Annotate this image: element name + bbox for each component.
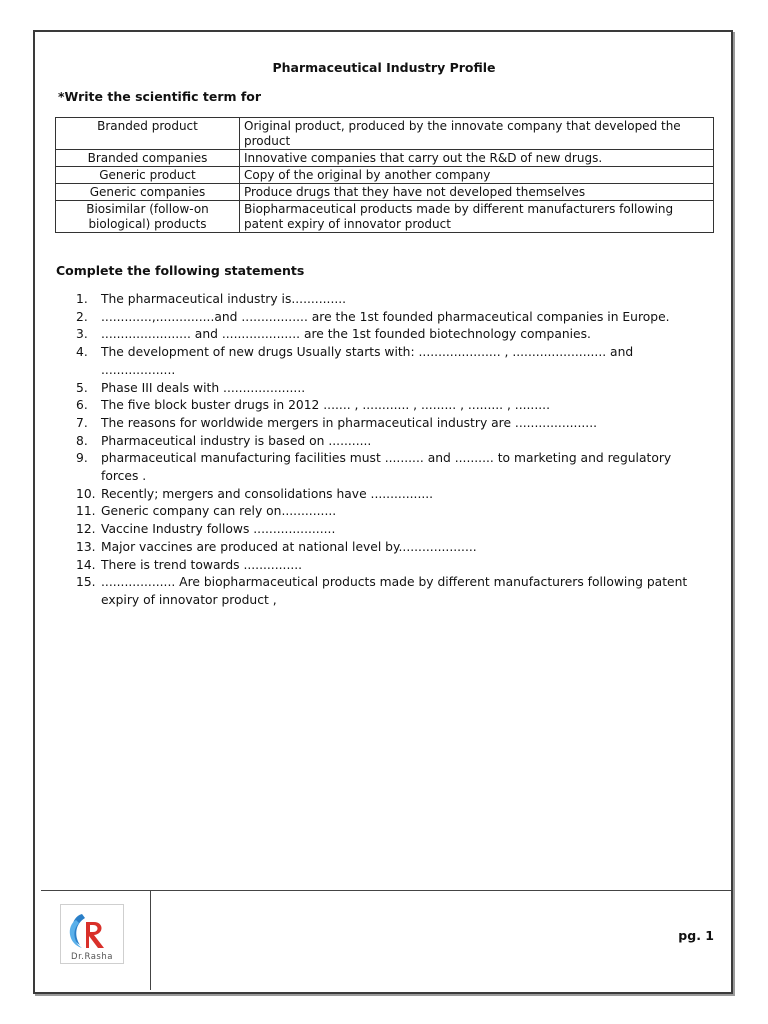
term-cell: Generic companies — [56, 184, 240, 201]
statement-text: Recently; mergers and consolidations have ................ — [101, 486, 434, 501]
term-cell: Branded companies — [56, 150, 240, 167]
definition-cell: Biopharmaceutical products made by different manufacturers following patent expiry of innovator product — [240, 201, 714, 233]
statement-text: Pharmaceutical industry is based on ........... — [101, 433, 372, 448]
statement-item — [58, 450, 708, 485]
statement-number: 4. — [76, 345, 88, 360]
statement-item — [58, 397, 708, 415]
definition-cell: Innovative companies that carry out the R&D of new drugs. — [240, 150, 714, 167]
statement-item — [58, 326, 708, 344]
statement-number: 9. — [76, 451, 88, 466]
section-heading-statements: Complete the following statements — [56, 263, 305, 278]
statement-item — [58, 415, 708, 433]
document-title: Pharmaceutical Industry Profile — [272, 60, 496, 75]
statement-number: 15. — [76, 575, 96, 590]
statement-text: The pharmaceutical industry is.............. — [101, 292, 347, 306]
statement-item — [58, 291, 708, 309]
statement-item — [58, 309, 708, 327]
statement-text: ................... Are biopharmaceutical products made by different manufacturers following patent expiry of innovator product , — [101, 575, 688, 607]
statement-item — [58, 380, 708, 398]
term-cell: Branded product — [56, 118, 240, 150]
statement-number: 3. — [76, 327, 88, 342]
statement-item — [58, 557, 708, 575]
statement-item — [58, 539, 708, 557]
statement-item — [58, 433, 708, 451]
statement-text: The reasons for worldwide mergers in pharmaceutical industry are ..................... — [101, 415, 598, 430]
statement-number: 8. — [76, 433, 88, 448]
statement-item — [58, 486, 708, 504]
statement-number: 11. — [76, 504, 96, 519]
dr-rasha-logo — [60, 904, 124, 964]
definition-cell: Copy of the original by another company — [240, 167, 714, 184]
svg-text:Dr.Rasha: Dr.Rasha — [71, 952, 113, 962]
term-cell: Biosimilar (follow-on biological) products — [56, 201, 240, 233]
statement-number: 1. — [76, 292, 88, 306]
definition-cell: Original product, produced by the innovate company that developed the product — [240, 118, 714, 150]
statement-text: There is trend towards ............... — [101, 557, 303, 572]
statement-number: 5. — [76, 380, 88, 395]
statement-item — [58, 344, 708, 379]
statement-number: 14. — [76, 557, 96, 572]
statement-text: pharmaceutical manufacturing facilities must .......... and .......... to marketing and regulatory forces . — [101, 451, 672, 484]
footer-divider-line — [41, 890, 731, 891]
statement-text: .............,...............and ................. are the 1st founded pharmaceutical companies in Europe. — [101, 309, 670, 324]
statement-text: Major vaccines are produced at national level by.................... — [101, 539, 477, 554]
statement-number: 10. — [76, 486, 96, 501]
statement-number: 7. — [76, 415, 88, 430]
statement-number: 13. — [76, 539, 96, 554]
statement-text: Generic company can rely on.............. — [101, 504, 337, 519]
statements-list — [58, 291, 708, 610]
statement-text: ....................... and .................... are the 1st founded biotechnology companies. — [101, 327, 591, 342]
statement-item — [58, 521, 708, 539]
statement-text: Phase III deals with ..................... — [101, 380, 306, 395]
terms-table-row — [56, 118, 714, 150]
statement-number: 2. — [76, 309, 88, 324]
terms-table-row — [56, 201, 714, 233]
statement-item — [58, 574, 708, 609]
statement-number: 6. — [76, 398, 88, 413]
definition-cell: Produce drugs that they have not developed themselves — [240, 184, 714, 201]
statement-item — [58, 503, 708, 521]
terms-table-row — [56, 167, 714, 184]
terms-table-row — [56, 184, 714, 201]
footer-vertical-divider — [150, 890, 151, 990]
statement-text: The development of new drugs Usually starts with: ..................... , ........................ and ................... — [101, 345, 634, 377]
statement-text: Vaccine Industry follows ..................... — [101, 522, 336, 537]
statement-number: 12. — [76, 522, 96, 537]
page-number: pg. 1 — [678, 928, 714, 943]
statement-text: The five block buster drugs in 2012 ....... , ............ , ......... , ......... , ......... — [101, 398, 550, 413]
term-cell: Generic product — [56, 167, 240, 184]
section-heading-terms: *Write the scientific term for — [58, 89, 262, 104]
terms-table-row — [56, 150, 714, 167]
terms-table — [55, 117, 714, 233]
